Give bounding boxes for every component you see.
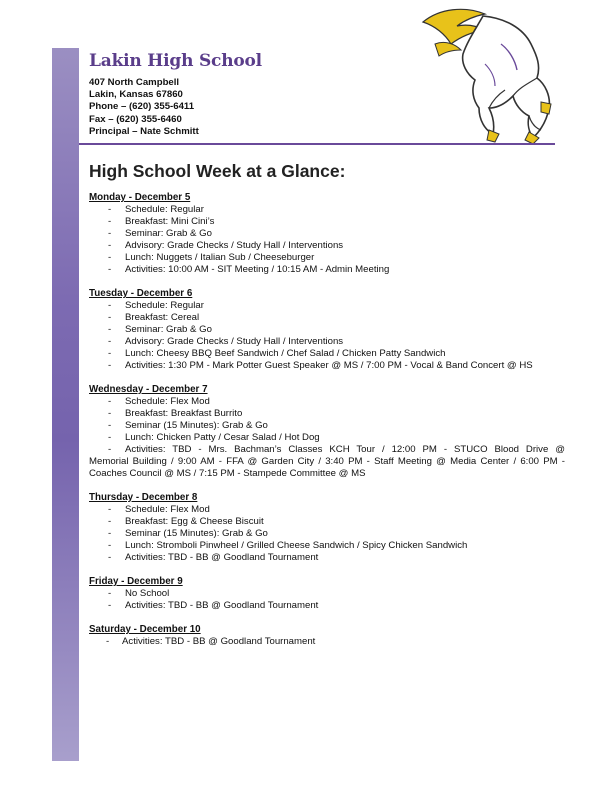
list-item xyxy=(89,432,565,444)
item-text: Breakfast: Cereal xyxy=(125,312,200,323)
list-item-activities xyxy=(89,444,565,480)
day-title: Thursday - December 8 xyxy=(89,492,198,503)
day-tuesday xyxy=(89,288,565,372)
dash-bullet: - xyxy=(108,552,112,563)
item-text: Activities: TBD - BB @ Goodland Tournament xyxy=(125,552,319,563)
list-item xyxy=(89,528,565,540)
day-items xyxy=(89,588,565,612)
day-title: Friday - December 9 xyxy=(89,576,183,587)
dash-bullet: - xyxy=(108,240,112,251)
list-item xyxy=(89,324,565,336)
item-text: Lunch: Chicken Patty / Cesar Salad / Hot Dog xyxy=(125,432,320,443)
dash-bullet: - xyxy=(108,324,112,335)
item-text: Schedule: Regular xyxy=(125,204,204,215)
item-text: Seminar: Grab & Go xyxy=(125,228,212,239)
list-item xyxy=(89,408,565,420)
list-item xyxy=(89,300,565,312)
item-text: Advisory: Grade Checks / Study Hall / Interventions xyxy=(125,336,344,347)
item-text-first-line: Activities: TBD - Mrs. Bachman’s Classes KCH Tour / 12:00 PM - STUCO Blood Drive @ xyxy=(125,444,565,455)
day-title: Wednesday - December 7 xyxy=(89,384,208,395)
day-wednesday xyxy=(89,384,565,480)
item-text: Activities: TBD - BB @ Goodland Tournament xyxy=(125,600,319,611)
list-item xyxy=(89,252,565,264)
sidebar-decorative-bar xyxy=(52,48,79,761)
day-items xyxy=(89,396,565,480)
list-item xyxy=(89,588,565,600)
day-items xyxy=(89,636,565,648)
day-monday xyxy=(89,192,565,276)
list-item xyxy=(89,336,565,348)
item-text: Activities: 1:30 PM - Mark Potter Guest Speaker @ MS / 7:00 PM - Vocal & Band Concert @ HS xyxy=(125,360,533,371)
week-schedule xyxy=(89,192,565,660)
dash-bullet: - xyxy=(108,504,112,515)
day-title: Monday - December 5 xyxy=(89,192,191,203)
item-text: Activities: 10:00 AM - SIT Meeting / 10:15 AM - Admin Meeting xyxy=(125,264,390,275)
list-item xyxy=(89,240,565,252)
dash-bullet: - xyxy=(108,420,112,431)
list-item xyxy=(89,360,565,372)
day-thursday xyxy=(89,492,565,564)
dash-bullet: - xyxy=(108,264,112,275)
item-text: No School xyxy=(125,588,170,599)
dash-bullet: - xyxy=(108,516,112,527)
item-text: Seminar (15 Minutes): Grab & Go xyxy=(125,420,268,431)
item-text-continuation: Memorial Building / 9:00 AM - FFA @ Garden City / 3:40 PM - Staff Meeting @ Media Center / 6:00 PM - Coaches Council @ MS / 7:15 PM - Stampede Committee @ MS xyxy=(89,456,565,479)
phone-line: Phone – (620) 355-6411 xyxy=(89,101,195,113)
day-title: Tuesday - December 6 xyxy=(89,288,193,299)
list-item xyxy=(89,420,565,432)
item-text: Lunch: Stromboli Pinwheel / Grilled Cheese Sandwich / Spicy Chicken Sandwich xyxy=(125,540,468,551)
header-divider xyxy=(79,143,555,145)
item-text: Seminar: Grab & Go xyxy=(125,324,212,335)
item-text: Activities: TBD - BB @ Goodland Tournament xyxy=(122,636,316,647)
item-text: Schedule: Flex Mod xyxy=(125,504,210,515)
list-item xyxy=(89,264,565,276)
dash-bullet: - xyxy=(108,336,112,347)
dash-bullet: - xyxy=(108,312,112,323)
dash-bullet: - xyxy=(108,252,112,263)
item-text: Lunch: Nuggets / Italian Sub / Cheeseburger xyxy=(125,252,315,263)
dash-bullet: - xyxy=(108,408,112,419)
dash-bullet: - xyxy=(108,432,112,443)
item-text: Seminar (15 Minutes): Grab & Go xyxy=(125,528,268,539)
page-title: High School Week at a Glance: xyxy=(89,161,346,181)
day-saturday xyxy=(89,624,565,648)
list-item xyxy=(89,600,565,612)
item-text: Advisory: Grade Checks / Study Hall / Interventions xyxy=(125,240,344,251)
dash-bullet: - xyxy=(108,228,112,239)
day-items xyxy=(89,204,565,276)
item-text: Schedule: Flex Mod xyxy=(125,396,210,407)
dash-bullet: - xyxy=(108,396,112,407)
dash-bullet: - xyxy=(108,300,112,311)
day-items xyxy=(89,300,565,372)
item-text: Breakfast: Egg & Cheese Biscuit xyxy=(125,516,264,527)
dash-bullet: - xyxy=(108,204,112,215)
list-item xyxy=(89,636,565,648)
dash-bullet: - xyxy=(108,540,112,551)
list-item xyxy=(89,396,565,408)
list-item xyxy=(89,540,565,552)
item-text: Breakfast: Breakfast Burrito xyxy=(125,408,243,419)
list-item xyxy=(89,204,565,216)
list-item xyxy=(89,516,565,528)
list-item xyxy=(89,348,565,360)
list-item xyxy=(89,312,565,324)
principal-line: Principal – Nate Schmitt xyxy=(89,125,199,137)
dash-bullet: - xyxy=(106,636,110,647)
dash-bullet: - xyxy=(108,360,112,371)
letterhead xyxy=(89,51,262,138)
dash-bullet: - xyxy=(108,588,112,599)
day-friday xyxy=(89,576,565,612)
mustang-logo-icon xyxy=(405,4,565,149)
city-line: Lakin, Kansas 67860 xyxy=(89,89,183,101)
dash-bullet: - xyxy=(108,348,112,359)
fax-line: Fax – (620) 355-6460 xyxy=(89,113,182,125)
list-item xyxy=(89,504,565,516)
school-name: Lakin High School xyxy=(89,51,262,71)
dash-bullet: - xyxy=(108,216,112,227)
list-item xyxy=(89,228,565,240)
item-text: Breakfast: Mini Cini’s xyxy=(125,216,215,227)
dash-bullet: - xyxy=(108,444,112,455)
day-title: Saturday - December 10 xyxy=(89,624,201,635)
list-item xyxy=(89,552,565,564)
day-items xyxy=(89,504,565,564)
item-text: Lunch: Cheesy BBQ Beef Sandwich / Chef Salad / Chicken Patty Sandwich xyxy=(125,348,446,359)
address-line: 407 North Campbell xyxy=(89,77,180,88)
list-item xyxy=(89,216,565,228)
dash-bullet: - xyxy=(108,600,112,611)
dash-bullet: - xyxy=(108,528,112,539)
item-text: Schedule: Regular xyxy=(125,300,204,311)
